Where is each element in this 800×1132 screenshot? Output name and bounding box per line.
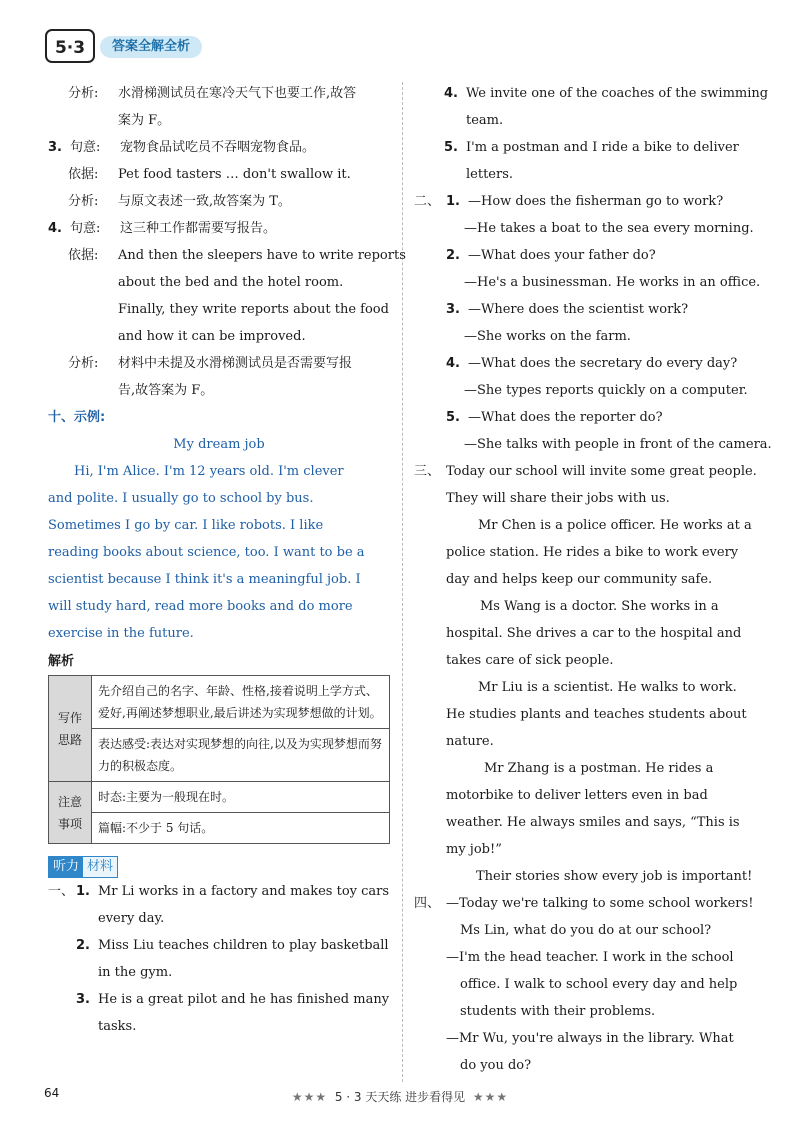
left-column: 分析: 水滑梯测试员在寒冷天气下也要工作,故答 案为 F。 3. 句意: 宠物食品试吃员不吞咽宠物食品。 依据: Pet food tasters … don't swallow it. 分析: 与原文表述一致,故答案为 T。 4. 句意: 这三种工作都需要写报告。 依据: And then the sleepers have to write reports about the bed and the hotel room. Finally, they write reports about the food and how it can be improved. 分析: 材料中未提及水滑梯测试员是否需要写报 告,故答案为 F。 十、示例: My dream job Hi, I'm Alice. I'm 12 years old. I'm clever and polite. I usually go to school by bus. Sometimes I go by car. I like robots. I like reading books about science, too. I want to be a scientist because I think it's a meaningful job. I will study hard, read more books and do more exercise in the future. 解析 写作思路 先介绍自己的名字、年龄、性格,接着说明上学方式、爱好,再阐述梦想职业,最后讲述为实现梦想做的计划。 表达感受:表达对实现梦想的向往,以及为实现梦想而努力的积极态度。 注意事项 时态:主要为一般现在时。 篇幅:不少于 5 句话。 听力 材料 一、 1. Mr Li works in a factory and makes toy cars every day. 2. Miss Liu teaches children to play basketball in the gym. 3. He is a great pilot and he has finished many tasks. bbox=[48, 80, 390, 1040]
star-icon: ★★★ bbox=[291, 1090, 328, 1104]
q4-analysis: 分析: 材料中未提及水滑梯测试员是否需要写报 bbox=[68, 356, 353, 371]
length-note: 篇幅:不少于 5 句话。 bbox=[92, 813, 390, 844]
essay-line: and polite. I usually go to school by bus. bbox=[48, 491, 314, 506]
column-divider bbox=[402, 82, 403, 1082]
essay-line: scientist because I think it's a meaningful job. I bbox=[48, 572, 361, 587]
essay-line: Hi, I'm Alice. I'm 12 years old. I'm clever bbox=[74, 464, 344, 479]
section-3-line: 三、 Today our school will invite some great people. bbox=[414, 464, 757, 479]
list-item: 3. He is a great pilot and he has finished many bbox=[76, 992, 390, 1007]
list-item: 2. Miss Liu teaches children to play basketball bbox=[76, 938, 389, 953]
q2-analysis: 分析: 水滑梯测试员在寒冷天气下也要工作,故答 bbox=[68, 86, 357, 101]
list-item: 5. I'm a postman and I ride a bike to deliver bbox=[444, 140, 739, 155]
q3-basis: 依据: Pet food tasters … don't swallow it. bbox=[68, 167, 351, 182]
q3-analysis: 分析: 与原文表述一致,故答案为 T。 bbox=[68, 194, 291, 209]
footer-slogan: ★★★ 5 · 3 天天练 进步看得见 ★★★ bbox=[291, 1090, 509, 1104]
notes-label: 注意事项 bbox=[49, 782, 92, 844]
section-4-line: 四、 —Today we're talking to some school workers! bbox=[414, 896, 754, 911]
list-item: 3. —Where does the scientist work? bbox=[446, 302, 689, 317]
page-number: 64 bbox=[44, 1086, 60, 1100]
q4-basis: 依据: And then the sleepers have to write reports bbox=[68, 248, 406, 263]
section-10-title: 十、示例: bbox=[48, 410, 106, 425]
writing-analysis-table bbox=[48, 675, 390, 844]
writing-idea-text: 先介绍自己的名字、年龄、性格,接着说明上学方式、爱好,再阐述梦想职业,最后讲述为实现梦想做的计划。 bbox=[92, 676, 390, 729]
list-item: 4. —What does the secretary do every day? bbox=[446, 356, 738, 371]
essay-line: exercise in the future. bbox=[48, 626, 194, 641]
sample-essay bbox=[48, 458, 390, 647]
listening-material-badge: 听力 材料 bbox=[48, 856, 118, 878]
answer-tag: 答案全解全析 bbox=[100, 36, 202, 58]
logo-text: 5·3 bbox=[54, 38, 86, 58]
expression-text: 表达感受:表达对实现梦想的向往,以及为实现梦想而努力的积极态度。 bbox=[92, 729, 390, 782]
essay-title: My dream job bbox=[173, 437, 265, 452]
essay-line: will study hard, read more books and do more bbox=[48, 599, 353, 614]
brand-logo bbox=[44, 28, 96, 64]
right-column: 4. We invite one of the coaches of the swimming team. 5. I'm a postman and I ride a bike to deliver letters. 二、 1. —How does the fisherman go to work? —He takes a boat to the sea every morning. 2. —What does your father do? —He's a businessman. He works in an office. 3. —Where does the scientist work? —She works on the farm. 4. —What does the secretary do every day? —She types reports quickly on a computer. 5. —What does the reporter do? —She talks with people in front of the camera. 三、 Today our school will invite some great people. They will share their jobs with us. Mr Chen is a police officer. He works at a police station. He rides a bike to work every day and helps keep our community safe. Ms Wang is a doctor. She works in a hospital. She drives a car to the hospital and takes care of sick people. Mr Liu is a scientist. He walks to work. He studies plants and teaches students about nature. Mr Zhang is a postman. He rides a motorbike to deliver letters even in bad weather. He always smiles and says, “This is my job!” Their stories show every job is important! 四、 —Today we're talking to some school workers! Ms Lin, what do you do at our school? —I'm the head teacher. I work in the school office. I walk to school every day and help students with their problems. —Mr Wu, you're always in the library. What do you do? bbox=[414, 80, 760, 1079]
analysis-heading: 解析 bbox=[48, 654, 75, 669]
q3-meaning: 3. 句意: 宠物食品试吃员不吞咽宠物食品。 bbox=[48, 140, 316, 155]
tense-note: 时态:主要为一般现在时。 bbox=[92, 782, 390, 813]
list-item: 5. —What does the reporter do? bbox=[446, 410, 663, 425]
star-icon: ★★★ bbox=[472, 1090, 509, 1104]
essay-line: Sometimes I go by car. I like robots. I like bbox=[48, 518, 324, 533]
listening-section-1: 一、 1. Mr Li works in a factory and makes toy cars every day. 2. Miss Liu teaches children to play basketball in the gym. 3. He is a great pilot and he has finished many tasks. bbox=[48, 878, 390, 1040]
list-item: 二、 1. —How does the fisherman go to work? bbox=[414, 194, 724, 209]
list-item: 一、 1. Mr Li works in a factory and makes toy cars bbox=[48, 884, 390, 899]
list-item: 4. We invite one of the coaches of the swimming bbox=[444, 86, 769, 101]
q4-meaning: 4. 句意: 这三种工作都需要写报告。 bbox=[48, 221, 277, 236]
list-item: 2. —What does your father do? bbox=[446, 248, 656, 263]
essay-line: reading books about science, too. I want to be a bbox=[48, 545, 365, 560]
writing-idea-label: 写作思路 bbox=[49, 676, 92, 782]
